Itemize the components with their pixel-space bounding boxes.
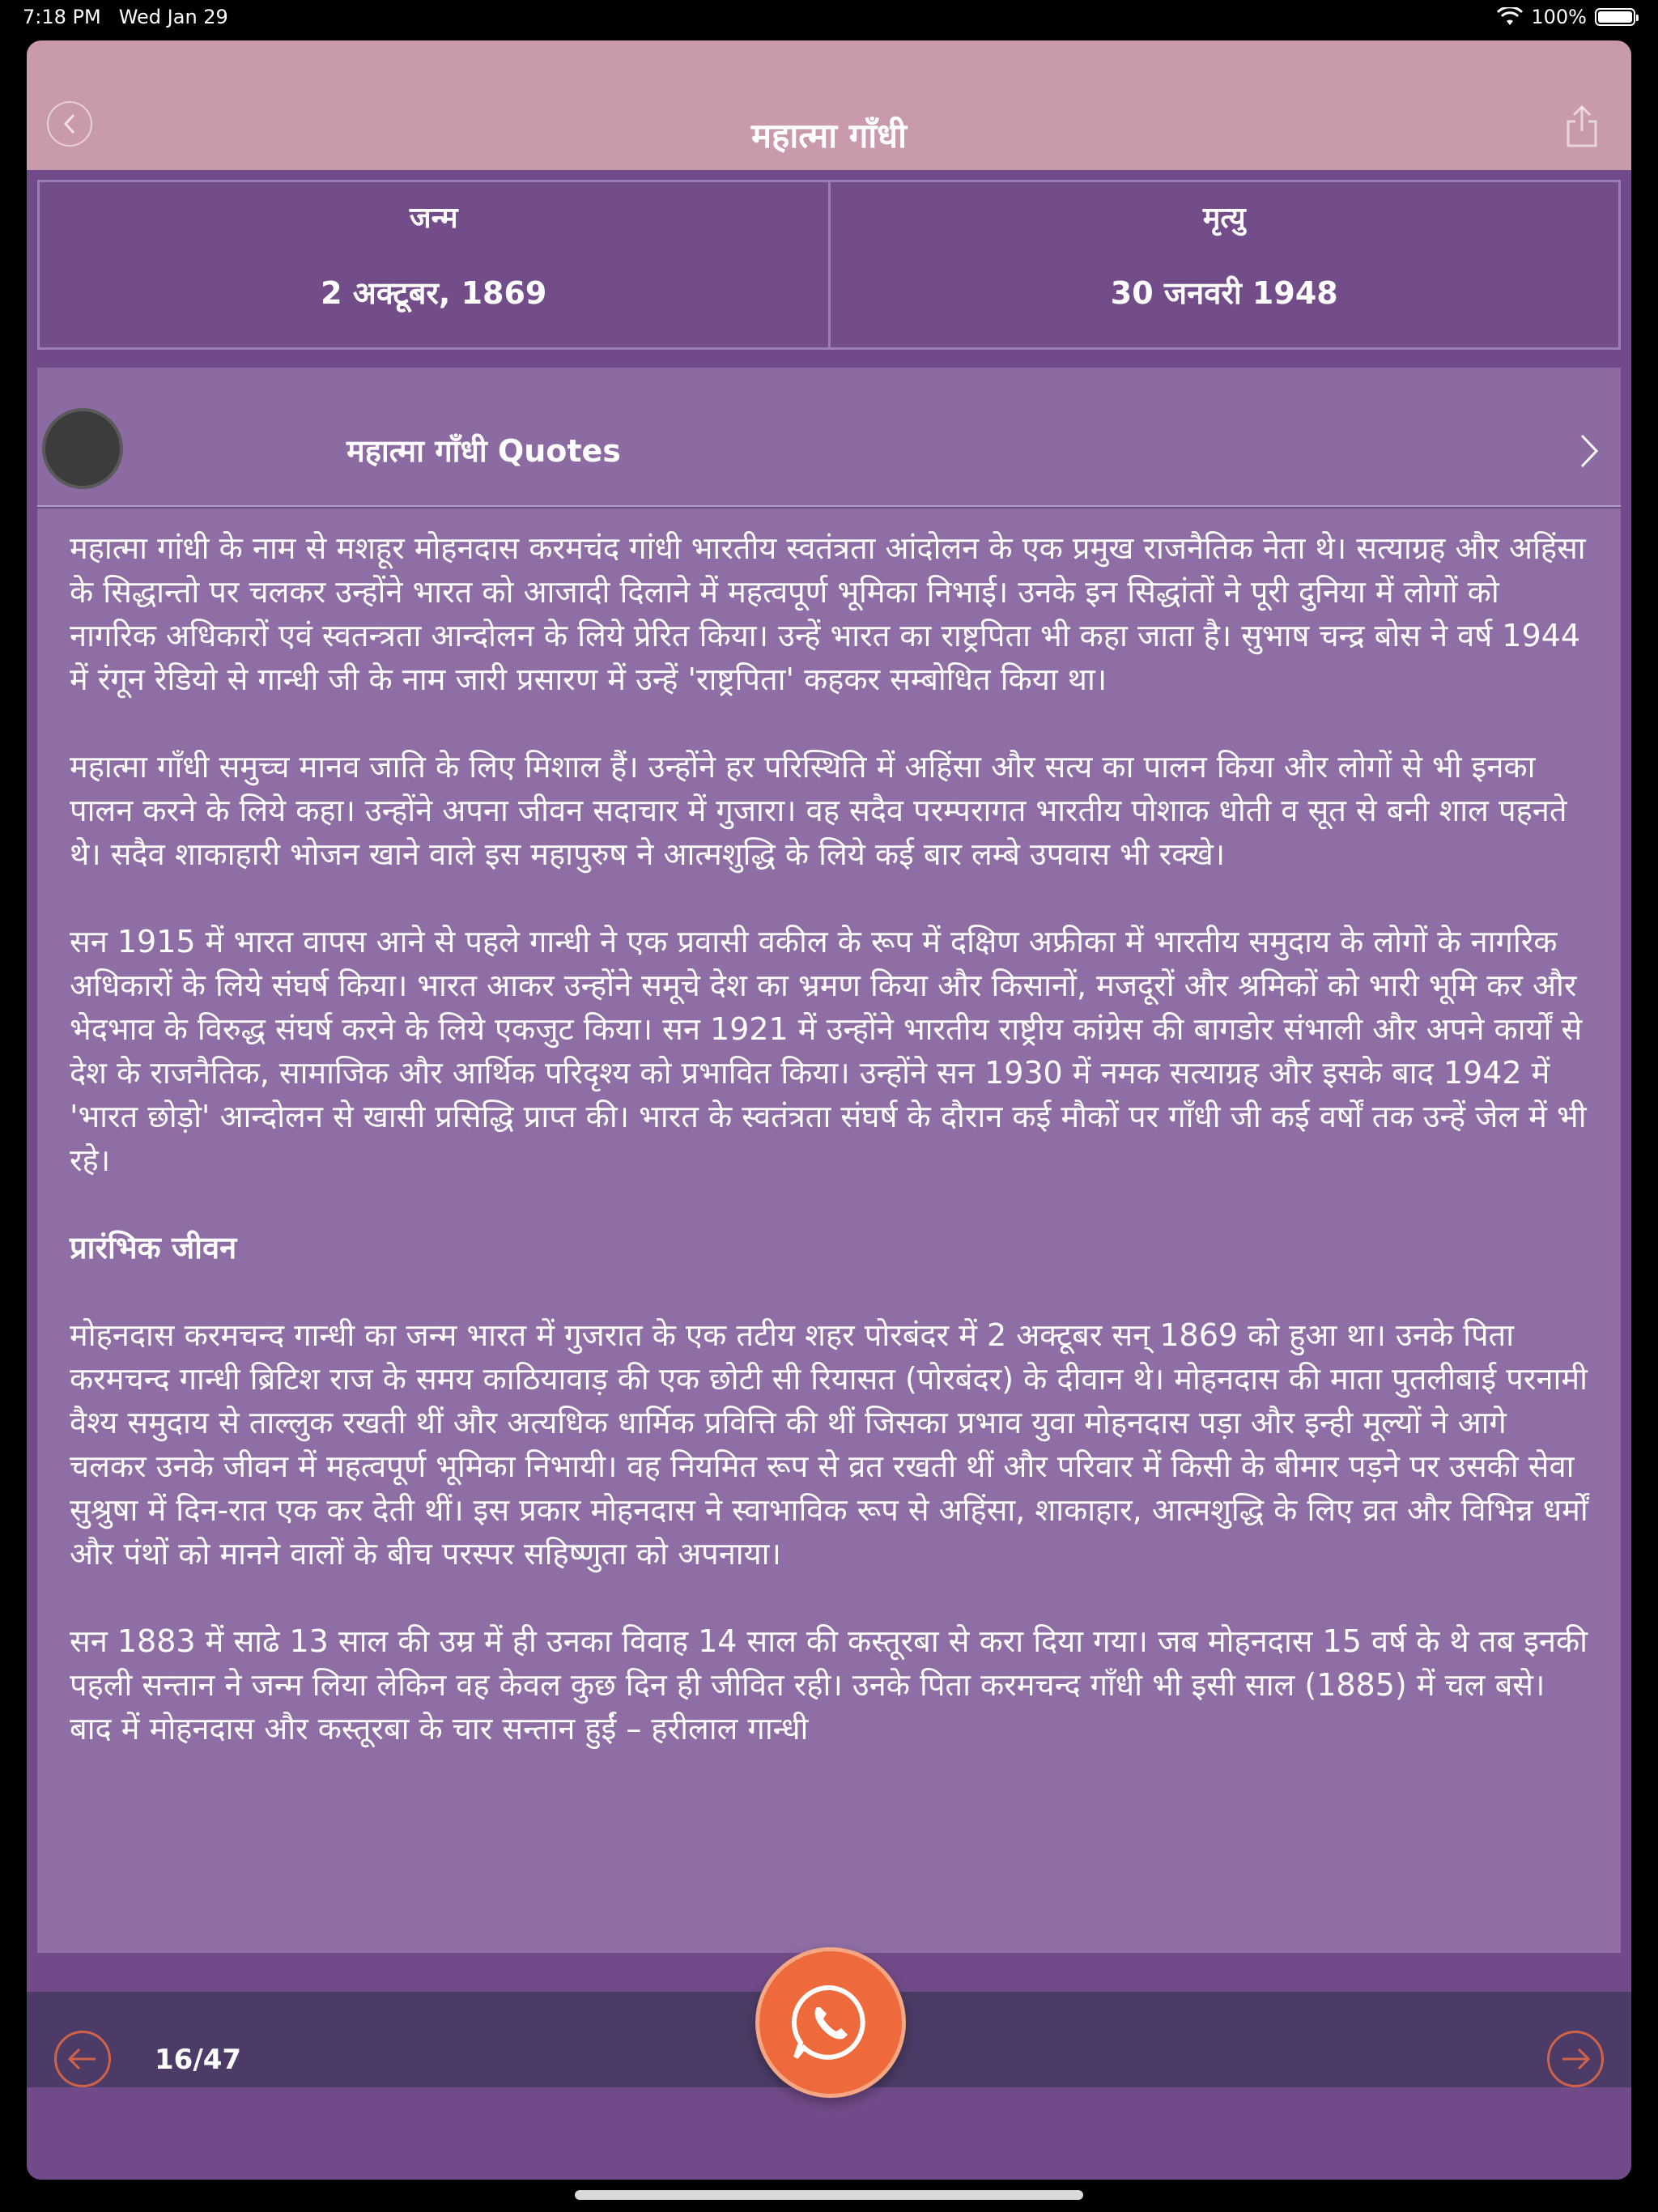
share-icon[interactable] bbox=[1562, 104, 1602, 149]
death-value: 30 जनवरी 1948 bbox=[1110, 275, 1338, 311]
arrow-left-icon bbox=[57, 2033, 108, 2085]
chevron-right-icon bbox=[1577, 432, 1601, 470]
birth-value: 2 अक्टूबर, 1869 bbox=[321, 275, 547, 311]
quotes-link-row[interactable] bbox=[37, 368, 1621, 507]
arrow-right-icon bbox=[1550, 2033, 1601, 2085]
article-paragraph: सन 1915 में भारत वापस आने से पहले गान्धी ने एक प्रवासी वकील के रूप में दक्षिण अफ्रीका में भारतीय समुदाय के लोगों के नागरिक अधिकारों के लिये संघर्ष किया। भारत आकर उन्होंने समूचे देश का भ्रमण किया और किसानों, मजदूरों और श्रमिकों को भारी भूमि कर और भेदभाव के विरुद्ध संघर्ष करने के लिये एकजुट किया। सन 1921 में उन्होंने भारतीय राष्ट्रीय कांग्रेस की बागडोर संभाली और अपने कार्यों से देश के राजनैतिक, सामाजिक और आर्थिक परिदृश्य को प्रभावित किया। उन्होंने सन 1930 में नमक सत्याग्रह और इसके बाद 1942 में 'भारत छोड़ो' आन्दोलन से खासी प्रसिद्धि प्राप्त की। भारत के स्वतंत्रता संघर्ष के दौरान कई मौकों पर गाँधी जी कई वर्षों तक उन्हें जेल में भी रहे। bbox=[70, 924, 1587, 1178]
battery-percent: 100% bbox=[1531, 6, 1587, 28]
quotes-label: महात्मा गाँधी Quotes bbox=[346, 433, 621, 469]
status-right bbox=[1497, 6, 1635, 28]
home-indicator[interactable] bbox=[575, 2190, 1083, 2200]
previous-button[interactable] bbox=[54, 2031, 111, 2087]
battery-icon bbox=[1595, 8, 1635, 26]
article-content[interactable] bbox=[37, 508, 1621, 1953]
status-time: 7:18 PM bbox=[23, 6, 101, 28]
article-paragraph: सन 1883 में साढे 13 साल की उम्र में ही उनका विवाह 14 साल की कस्तूरबा से करा दिया गया। जब मोहनदास 15 वर्ष के थे तब इनकी पहली सन्तान ने जन्म लिया लेकिन वह केवल कुछ दिन ही जीवित रही। उनके पिता करमचन्द गाँधी भी इसी साल (1885) में चल बसे। बाद में मोहनदास और कस्तूरबा के चार सन्तान हुईं – हरीलाल गान्धी bbox=[70, 1623, 1588, 1746]
status-date: Wed Jan 29 bbox=[118, 6, 228, 28]
status-bar bbox=[0, 0, 1658, 34]
whatsapp-share-button[interactable] bbox=[755, 1947, 906, 2098]
article-paragraph: मोहनदास करमचन्द गान्धी का जन्म भारत में गुजरात के एक तटीय शहर पोरबंदर में 2 अक्टूबर सन् 1869 को हुआ था। उनके पिता करमचन्द गान्धी ब्रिटिश राज के समय काठियावाड़ की एक छोटी सी रियासत (पोरबंदर) के दीवान थे। मोहनदास की माता पुतलीबाई परनामी वैश्य समुदाय से ताल्लुक रखती थीं और अत्यधिक धार्मिक प्रवित्ति की थीं जिसका प्रभाव युवा मोहनदास पड़ा और इन्ही मूल्यों ने आगे चलकर उनके जीवन में महत्वपूर्ण भूमिका निभायी। वह नियमित रूप से व्रत रखती थीं और परिवार में किसी के बीमार पड़ने पर उसकी सेवा सुश्रुषा में दिन-रात एक कर देती थीं। इस प्रकार मोहनदास ने स्वाभाविक रूप से अहिंसा, शाकाहार, आत्मशुद्धि के लिए व्रत और विभिन्न धर्मों और पंथों को मानने वालों के बीच परस्पर सहिष्णुता को अपनाया। bbox=[70, 1317, 1588, 1572]
birth-label: जन्म bbox=[409, 202, 458, 235]
page-counter: 16/47 bbox=[155, 2044, 242, 2076]
death-label: मृत्यु bbox=[1202, 202, 1246, 235]
article-paragraph: महात्मा गांधी के नाम से मशहूर मोहनदास करमचंद गांधी भारतीय स्वतंत्रता आंदोलन के एक प्रमुख राजनैतिक नेता थे। सत्याग्रह और अहिंसा के सिद्धान्तो पर चलकर उन्होंने भारत को आजादी दिलाने में महत्वपूर्ण भूमिका निभाई। उनके इन सिद्धांतों ने पूरी दुनिया में लोगों को नागरिक अधिकारों एवं स्वतन्त्रता आन्दोलन के लिये प्रेरित किया। उन्हें भारत का राष्ट्रपिता भी कहा जाता है। सुभाष चन्द्र बोस ने वर्ष 1944 में रंगून रेडियो से गान्धी जी के नाम जारी प्रसारण में उन्हें 'राष्ट्रपिता' कहकर सम्बोधित किया था। bbox=[70, 530, 1586, 697]
page-title: महात्मा गाँधी bbox=[751, 116, 907, 155]
nav-bar bbox=[27, 40, 1631, 170]
section-heading: प्रारंभिक जीवन bbox=[70, 1230, 237, 1266]
birth-cell bbox=[40, 182, 831, 347]
status-left bbox=[23, 6, 228, 28]
app-window bbox=[27, 40, 1631, 2180]
next-button[interactable] bbox=[1547, 2031, 1604, 2087]
life-dates-panel bbox=[37, 180, 1621, 350]
whatsapp-icon bbox=[786, 1978, 875, 2067]
death-cell bbox=[831, 182, 1619, 347]
wifi-icon bbox=[1497, 7, 1523, 27]
avatar bbox=[42, 408, 123, 489]
article-paragraph: महात्मा गाँधी समुच्च मानव जाति के लिए मिशाल हैं। उन्होंने हर परिस्थिति में अहिंसा और सत्य का पालन किया और लोगों से भी इनका पालन करने के लिये कहा। उन्होंने अपना जीवन सदाचार में गुजारा। वह सदैव परम्परागत भारतीय पोशाक धोती व सूत से बनी शाल पहनते थे। सदैव शाकाहारी भोजन खाने वाले इस महापुरुष ने आत्मशुद्धि के लिये कई बार लम्बे उपवास भी रक्खे। bbox=[70, 749, 1567, 872]
